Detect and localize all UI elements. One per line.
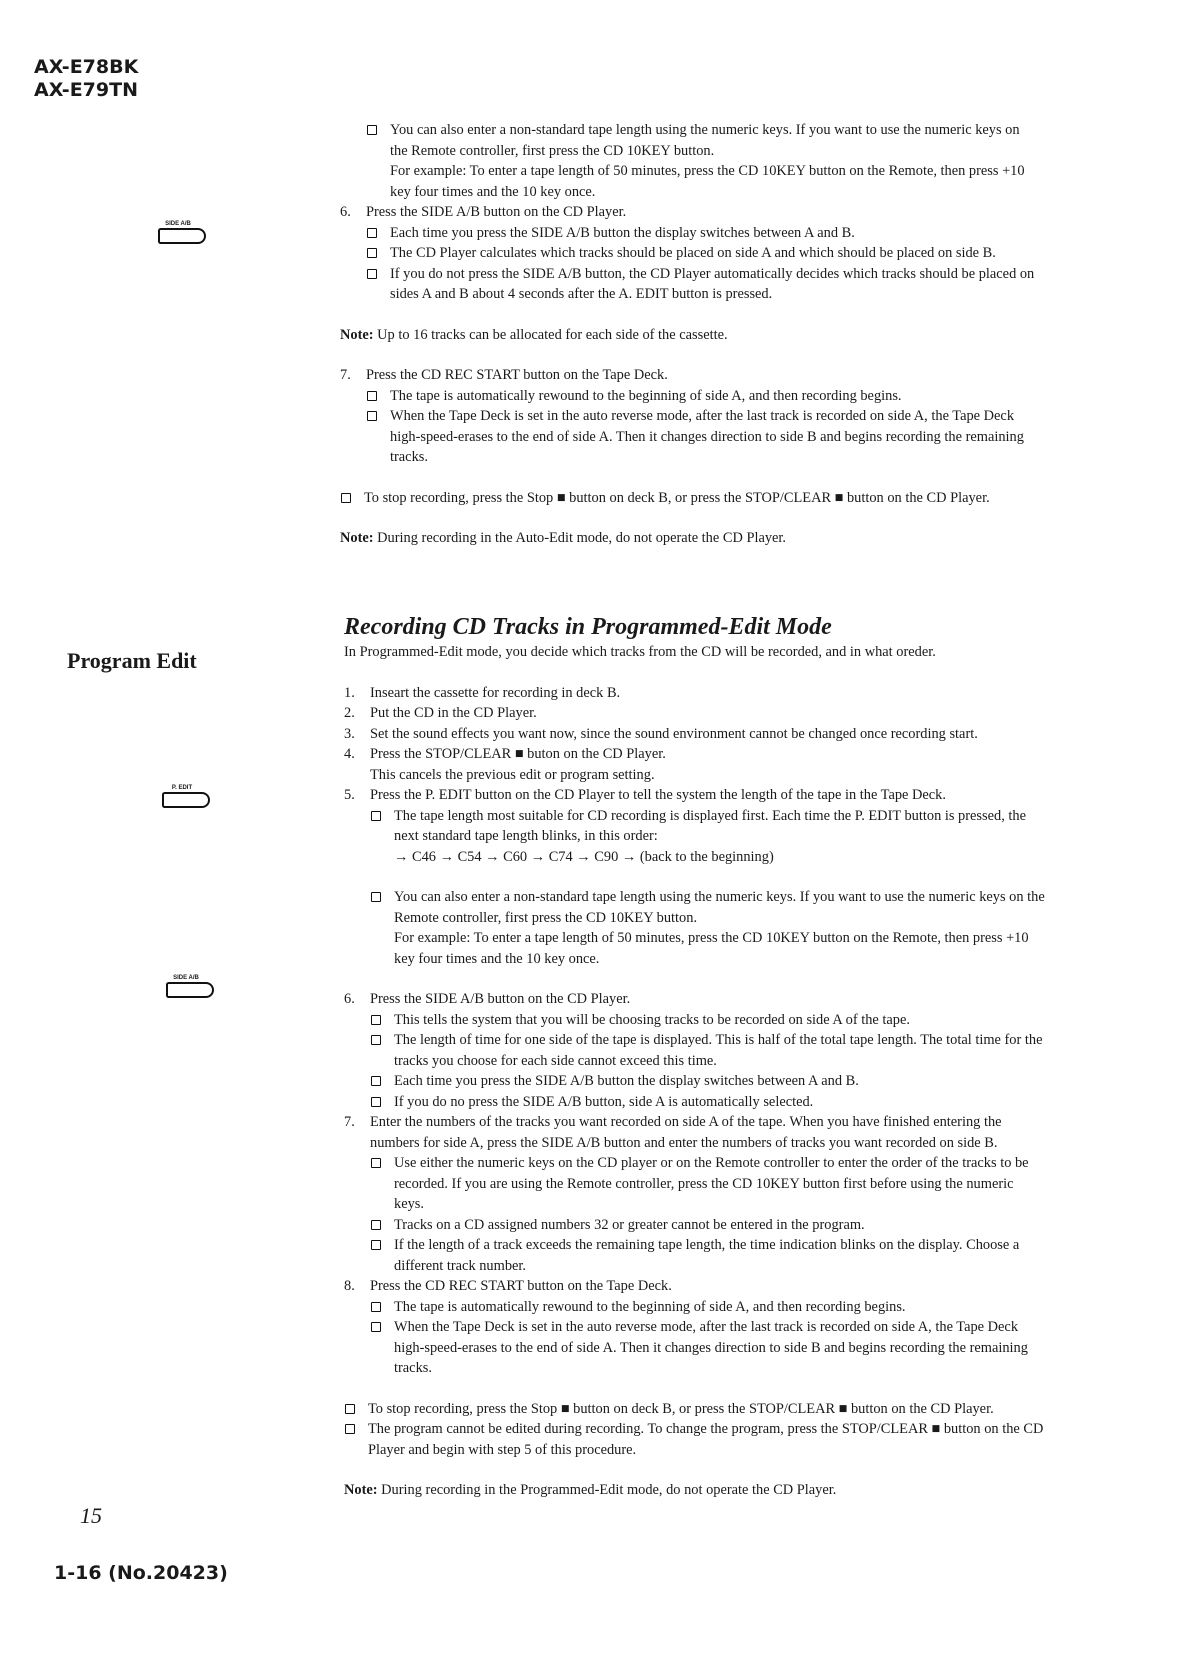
- note-label: Note:: [340, 530, 374, 546]
- key-outline: [162, 792, 210, 808]
- list-item: [370, 1153, 1046, 1215]
- key-outline: [166, 982, 214, 998]
- step-1: [344, 683, 1046, 704]
- bullet-text: Tracks on a CD assigned numbers 32 or greater cannot be entered in the program.: [394, 1216, 865, 1233]
- programmed-edit-section: [344, 608, 1046, 1501]
- step-4: [344, 744, 1046, 765]
- checkbox-bullet-icon: [366, 223, 390, 244]
- checkbox-bullet-icon: [370, 1010, 394, 1031]
- checkbox-bullet-icon: [344, 1399, 368, 1420]
- step-2: [344, 703, 1046, 724]
- note-text: During recording in the Auto-Edit mode, do not operate the CD Player.: [373, 530, 787, 546]
- bullet-text: Each time you press the SIDE A/B button the display switches between A and B.: [390, 224, 855, 241]
- checkbox-bullet-icon: [370, 1071, 394, 1092]
- list-item: [366, 223, 1040, 244]
- step-number: 1.: [344, 684, 355, 701]
- step-number: 7.: [344, 1114, 355, 1130]
- bullet-text: The tape is automatically rewound to the beginning of side A, and then recording begins.: [390, 387, 902, 404]
- checkbox-bullet-icon: [366, 406, 390, 468]
- side-ab-key-icon: [158, 220, 208, 244]
- section-title: Recording CD Tracks in Programmed-Edit Mode: [344, 614, 832, 640]
- note-programmed-edit: [344, 1480, 1046, 1501]
- bullet-text: Use either the numeric keys on the CD player or on the Remote controller to enter the order of the tracks to be recorded. If you are using the Remote controller, press the CD 10KEY button first before using the numeric keys.: [394, 1155, 1029, 1212]
- nonstandard-length-text: You can also enter a non-standard tape length using the numeric keys. If you want to use the numeric keys on the Remote controller, first press the CD 10KEY button.: [390, 122, 1020, 159]
- checkbox-bullet-icon: [370, 1153, 394, 1215]
- auto-edit-continuation: [340, 120, 1040, 549]
- side-ab-key-label-2: SIDE A/B: [173, 975, 199, 981]
- list-item: [370, 1030, 1046, 1071]
- list-item: [344, 1399, 1046, 1420]
- bullet-text: If the length of a track exceeds the remaining tape length, the time indication blinks on the display. Choose a different track number.: [394, 1237, 1020, 1274]
- note-auto-edit: [340, 528, 1040, 549]
- p-edit-key-icon: [162, 784, 212, 808]
- stop-recording-text: To stop recording, press the Stop ■ button on deck B, or press the STOP/CLEAR ■ button on the CD Player.: [364, 489, 990, 506]
- note-text: During recording in the Programmed-Edit mode, do not operate the CD Player.: [377, 1482, 837, 1498]
- bullet-text: The length of time for one side of the tape is displayed. This is half of the total tape length. The total time for the tracks you choose for each side cannot exceed this time.: [394, 1032, 1043, 1069]
- step-5: [344, 785, 1046, 806]
- bullet-text: The CD Player calculates which tracks should be placed on side A and which should be placed on side B.: [390, 245, 996, 261]
- step-number: 4.: [344, 746, 355, 762]
- step-text: Enter the numbers of the tracks you want recorded on side A of the tape. When you have finished entering the numbers for side A, press the SIDE A/B button and enter the numbers of tracks you want recorded on side B.: [370, 1114, 1002, 1151]
- bullet-text: Each time you press the SIDE A/B button the display switches between A and B.: [394, 1073, 859, 1089]
- step-text: Press the STOP/CLEAR ■ buton on the CD Player.: [370, 746, 666, 762]
- bullet-text: The tape is automatically rewound to the beginning of side A, and then recording begins.: [394, 1298, 906, 1315]
- section-intro: In Programmed-Edit mode, you decide which tracks from the CD will be recorded, and in what oreder.: [344, 644, 936, 660]
- list-item: [344, 1419, 1046, 1460]
- list-item: [370, 1010, 1046, 1031]
- bullet-text: If you do not press the SIDE A/B button, the CD Player automatically decides which tracks should be placed on sides A and B about 4 seconds after the A. EDIT button is pressed.: [390, 265, 1035, 302]
- bullet-text: You can also enter a non-standard tape length using the numeric keys. If you want to use the numeric keys on the Remote controller, first press the CD 10KEY button.: [394, 889, 1045, 926]
- list-item: [370, 1071, 1046, 1092]
- step-text: Set the sound effects you want now, since the sound environment cannot be changed once recording start.: [370, 725, 978, 742]
- list-item: [366, 406, 1040, 468]
- list-item: [370, 1092, 1046, 1113]
- step-4-subtext: This cancels the previous edit or program setting.: [370, 766, 655, 783]
- list-item: [366, 264, 1040, 305]
- checkbox-bullet-icon: [366, 120, 390, 202]
- step-number: 5.: [344, 787, 355, 803]
- list-item: [370, 1235, 1046, 1276]
- checkbox-bullet-icon: [370, 1317, 394, 1379]
- note-tracks-per-side: [340, 325, 1040, 346]
- step-text: Press the CD REC START button on the Tape Deck.: [366, 367, 668, 383]
- step-number: 8.: [344, 1278, 355, 1294]
- checkbox-bullet-icon: [366, 243, 390, 264]
- step-number: 6.: [340, 204, 351, 220]
- checkbox-bullet-icon: [366, 386, 390, 407]
- step-number: 6.: [344, 991, 355, 1007]
- step-7: [344, 1112, 1046, 1153]
- step-number: 2.: [344, 705, 355, 721]
- checkbox-bullet-icon: [344, 1419, 368, 1460]
- checkbox-bullet-icon: [370, 887, 394, 969]
- model-number-1: AX-E78BK: [34, 56, 139, 78]
- list-item: [370, 887, 1046, 969]
- bullet-text: The tape length most suitable for CD recording is displayed first. Each time the P. EDIT button is pressed, the next standard tape length blinks, in this order:: [394, 807, 1026, 844]
- step-8: [344, 1276, 1046, 1297]
- checkbox-bullet-icon: [370, 1297, 394, 1318]
- side-ab-key-icon-2: [166, 974, 216, 998]
- list-item: [370, 1317, 1046, 1379]
- program-edit-heading: Program Edit: [67, 648, 197, 673]
- example-text: For example: To enter a tape length of 50 minutes, press the CD 10KEY button on the Remote, then press +10 key four times and the 10 key once.: [390, 163, 1025, 200]
- bullet-text: If you do no press the SIDE A/B button, side A is automatically selected.: [394, 1093, 814, 1110]
- checkbox-bullet-icon: [370, 806, 394, 868]
- note-label: Note:: [340, 326, 374, 343]
- list-item: [366, 243, 1040, 264]
- note-text: Up to 16 tracks can be allocated for each side of the cassette.: [373, 326, 728, 343]
- checkbox-bullet-icon: [370, 1235, 394, 1276]
- note-label: Note:: [344, 1482, 378, 1498]
- step-number: 3.: [344, 725, 355, 742]
- list-item: [340, 488, 1040, 509]
- step-text: Put the CD in the CD Player.: [370, 705, 537, 721]
- step-text: Press the P. EDIT button on the CD Player to tell the system the length of the tape in the Tape Deck.: [370, 787, 946, 803]
- list-item: [366, 386, 1040, 407]
- list-item: [366, 120, 1040, 202]
- step-6: [344, 989, 1046, 1010]
- model-number-2: AX-E79TN: [34, 79, 138, 101]
- p-edit-key-label: P. EDIT: [171, 785, 193, 791]
- list-item: [370, 1215, 1046, 1236]
- step-number: 7.: [340, 367, 351, 383]
- checkbox-bullet-icon: [366, 264, 390, 305]
- list-item: [370, 1297, 1046, 1318]
- step-text: Inseart the cassette for recording in deck B.: [370, 684, 621, 701]
- step-text: Press the SIDE A/B button on the CD Player.: [366, 204, 627, 220]
- key-outline: [158, 228, 206, 244]
- stop-recording-text: To stop recording, press the Stop ■ button on deck B, or press the STOP/CLEAR ■ button on the CD Player.: [368, 1400, 994, 1417]
- cannot-edit-text: The program cannot be edited during recording. To change the program, press the STOP/CLEAR ■ button on the CD Player and begin with step 5 of this procedure.: [368, 1421, 1044, 1458]
- step-text: Press the SIDE A/B button on the CD Player.: [370, 991, 631, 1007]
- step-6: [340, 202, 1040, 223]
- page-number: 15: [80, 1503, 102, 1528]
- example-text: For example: To enter a tape length of 50 minutes, press the CD 10KEY button on the Remote, then press +10 key four times and the 10 key once.: [394, 930, 1029, 967]
- step-7: [340, 365, 1040, 386]
- side-ab-key-label: SIDE A/B: [165, 221, 191, 227]
- bullet-text: When the Tape Deck is set in the auto reverse mode, after the last track is recorded on side A, the Tape Deck high-speed-erases to the end of side A. Then it changes direction to side B and begins recording the remaining tracks.: [390, 408, 1024, 465]
- document-number: 1-16 (No.20423): [54, 1562, 228, 1584]
- checkbox-bullet-icon: [370, 1030, 394, 1071]
- bullet-text: This tells the system that you will be choosing tracks to be recorded on side A of the tape.: [394, 1011, 910, 1028]
- step-3: [344, 724, 1046, 745]
- step-text: Press the CD REC START button on the Tape Deck.: [370, 1278, 672, 1294]
- list-item: [370, 806, 1046, 868]
- checkbox-bullet-icon: [370, 1092, 394, 1113]
- checkbox-bullet-icon: [370, 1215, 394, 1236]
- checkbox-bullet-icon: [340, 488, 364, 509]
- tape-length-sequence: → C46 → C54 → C60 → C74 → C90 → (back to the beginning): [394, 848, 774, 865]
- bullet-text: When the Tape Deck is set in the auto reverse mode, after the last track is recorded on side A, the Tape Deck high-speed-erases to the end of side A. Then it changes direction to side B and begins recording the remaining tracks.: [394, 1319, 1028, 1376]
